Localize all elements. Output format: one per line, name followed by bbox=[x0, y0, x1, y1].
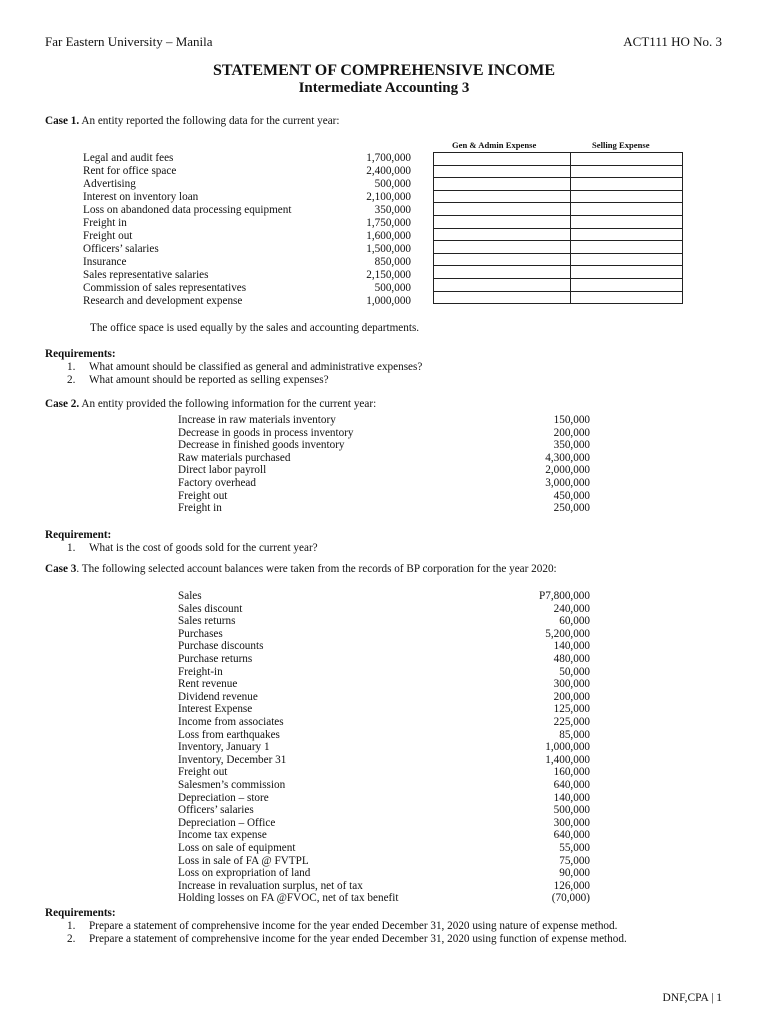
answer-grid-row bbox=[434, 253, 683, 266]
answer-grid-row bbox=[434, 266, 683, 279]
case2-item-amount: 250,000 bbox=[553, 502, 590, 515]
case3-item-amount: 160,000 bbox=[553, 766, 590, 779]
case3-item-label: Loss on sale of equipment bbox=[178, 842, 296, 854]
case1-item-row bbox=[83, 282, 411, 295]
header-course-code: ACT111 HO No. 3 bbox=[623, 34, 722, 49]
case3-intro bbox=[45, 563, 557, 576]
case3-item-label: Holding losses on FA @FVOC, net of tax benefit bbox=[178, 892, 399, 905]
case1-item-label: Freight in bbox=[83, 217, 127, 229]
case3-intro-text: . The following selected account balances were taken from the records of BP corporation for the year 2020: bbox=[76, 563, 557, 575]
case3-item-row bbox=[178, 691, 590, 704]
case2-item-row bbox=[178, 464, 590, 477]
case2-item-amount: 3,000,000 bbox=[545, 477, 590, 489]
case1-item-row bbox=[83, 204, 411, 217]
case1-item-label: Rent for office space bbox=[83, 165, 177, 177]
selling-answer-cell bbox=[571, 203, 683, 216]
gen-admin-answer-cell bbox=[434, 165, 571, 178]
case3-item-row bbox=[178, 892, 590, 905]
case3-item-row bbox=[178, 603, 590, 616]
case1-answer-grid bbox=[433, 152, 683, 304]
case3-requirement-number: 1. bbox=[67, 920, 76, 932]
answer-grid-row bbox=[434, 178, 683, 191]
case3-item-row bbox=[178, 855, 590, 868]
case3-item-label: Rent revenue bbox=[178, 678, 238, 691]
answer-grid-row bbox=[434, 228, 683, 241]
case3-item-amount: 1,400,000 bbox=[545, 753, 590, 766]
case3-item-row bbox=[178, 590, 590, 603]
answer-grid-row bbox=[434, 190, 683, 203]
gen-admin-answer-cell bbox=[434, 153, 571, 166]
case3-item-label: Officers’ salaries bbox=[178, 804, 254, 817]
case3-item-label: Loss on expropriation of land bbox=[178, 867, 311, 880]
case3-item-amount: 1,000,000 bbox=[545, 741, 590, 754]
case3-item-row bbox=[178, 792, 590, 805]
case3-item-label: Salesmen’s commission bbox=[178, 779, 286, 791]
case3-item-row bbox=[178, 678, 590, 691]
case3-item-amount: 90,000 bbox=[559, 867, 590, 880]
answer-grid-row bbox=[434, 291, 683, 304]
case1-item-amount: 500,000 bbox=[374, 178, 411, 190]
case3-item-amount: (70,000) bbox=[551, 892, 590, 905]
case2-requirements bbox=[67, 542, 318, 555]
case3-label: Case 3 bbox=[45, 563, 77, 575]
case2-item-row bbox=[178, 452, 590, 465]
case3-item-amount: 75,000 bbox=[559, 854, 590, 867]
case3-requirement-item bbox=[67, 933, 627, 946]
case1-requirement-item bbox=[67, 361, 422, 374]
gen-admin-answer-cell bbox=[434, 228, 571, 241]
case3-item-label: Freight out bbox=[178, 766, 228, 779]
case3-item-row bbox=[178, 666, 590, 679]
case1-item-label: Interest on inventory loan bbox=[83, 191, 199, 203]
case2-item-amount: 4,300,000 bbox=[545, 451, 590, 464]
case1-item-label: Legal and audit fees bbox=[83, 152, 174, 164]
case1-item-label: Commission of sales representatives bbox=[83, 282, 247, 294]
case1-item-amount: 2,150,000 bbox=[366, 269, 411, 281]
gen-admin-answer-cell bbox=[434, 266, 571, 279]
case1-item-amount: 1,700,000 bbox=[366, 152, 411, 164]
case1-item-amount: 350,000 bbox=[374, 204, 411, 216]
case3-item-label: Depreciation – Office bbox=[178, 816, 276, 829]
case2-item-amount: 350,000 bbox=[553, 439, 590, 452]
case1-item-amount: 2,100,000 bbox=[366, 191, 411, 203]
case3-item-amount: 240,000 bbox=[553, 602, 590, 615]
case3-item-row bbox=[178, 779, 590, 792]
case2-item-row bbox=[178, 490, 590, 503]
case3-item-label: Income tax expense bbox=[178, 829, 267, 842]
selling-answer-cell bbox=[571, 253, 683, 266]
case3-item-label: Loss in sale of FA @ FVTPL bbox=[178, 854, 309, 867]
case1-item-amount: 1,600,000 bbox=[366, 230, 411, 242]
case1-item-label: Freight out bbox=[83, 230, 133, 242]
case3-requirement-number: 2. bbox=[67, 932, 76, 945]
case1-item-row bbox=[83, 269, 411, 282]
case2-item-row bbox=[178, 477, 590, 490]
case3-item-label: Purchase returns bbox=[178, 653, 253, 665]
page-title: STATEMENT OF COMPREHENSIVE INCOME bbox=[212, 62, 556, 79]
case3-item-row bbox=[178, 729, 590, 742]
page-subtitle: Intermediate Accounting 3 bbox=[298, 80, 470, 96]
selling-answer-cell bbox=[571, 153, 683, 166]
case2-requirement-number: 1. bbox=[67, 542, 76, 554]
case2-item-label: Raw materials purchased bbox=[178, 451, 291, 464]
case2-intro bbox=[45, 398, 376, 411]
gen-admin-answer-cell bbox=[434, 278, 571, 291]
case1-item-amount: 500,000 bbox=[374, 282, 411, 294]
case3-item-row bbox=[178, 716, 590, 729]
selling-answer-cell bbox=[571, 215, 683, 228]
case2-item-amount: 2,000,000 bbox=[545, 464, 590, 477]
case3-item-amount: 200,000 bbox=[553, 690, 590, 703]
case3-item-amount: 126,000 bbox=[553, 879, 590, 892]
case1-intro-text: An entity reported the following data for the current year: bbox=[79, 115, 340, 127]
answer-grid-row bbox=[434, 241, 683, 254]
case1-item-label: Sales representative salaries bbox=[83, 269, 209, 281]
case1-requirement-text: What amount should be reported as selling expenses? bbox=[89, 373, 329, 386]
case3-requirement-text: Prepare a statement of comprehensive income for the year ended December 31, 2020 using function of expense method. bbox=[89, 932, 627, 945]
case3-item-amount: 300,000 bbox=[553, 678, 590, 691]
case1-item-amount: 850,000 bbox=[374, 256, 411, 268]
case1-item-label: Advertising bbox=[83, 178, 136, 190]
case3-item-label: Purchases bbox=[178, 627, 223, 640]
case2-item-label: Freight in bbox=[178, 502, 222, 515]
case1-requirements-heading: Requirements: bbox=[45, 348, 116, 360]
gen-admin-answer-cell bbox=[434, 241, 571, 254]
case3-item-amount: 140,000 bbox=[553, 791, 590, 804]
case3-item-amount: 55,000 bbox=[559, 842, 590, 854]
case2-label: Case 2. bbox=[45, 398, 80, 410]
case1-item-row bbox=[83, 295, 411, 308]
case3-item-row bbox=[178, 628, 590, 641]
case2-item-amount: 150,000 bbox=[553, 414, 590, 426]
case3-item-row bbox=[178, 817, 590, 830]
case2-requirement-heading: Requirement: bbox=[45, 529, 112, 541]
case1-note: The office space is used equally by the sales and accounting departments. bbox=[90, 322, 420, 334]
case1-requirement-text: What amount should be classified as general and administrative expenses? bbox=[89, 361, 423, 373]
case3-item-amount: 50,000 bbox=[559, 665, 590, 678]
column-header-selling: Selling Expense bbox=[592, 140, 650, 150]
case3-item-amount: 480,000 bbox=[553, 653, 590, 665]
column-header-gen-admin: Gen & Admin Expense bbox=[452, 140, 537, 150]
selling-answer-cell bbox=[571, 165, 683, 178]
case3-requirements-heading: Requirements: bbox=[45, 907, 116, 919]
case1-item-row bbox=[83, 178, 411, 191]
case1-requirement-number: 2. bbox=[67, 373, 76, 386]
selling-answer-cell bbox=[571, 266, 683, 279]
gen-admin-answer-cell bbox=[434, 291, 571, 304]
case1-item-row bbox=[83, 243, 411, 256]
case2-item-row bbox=[178, 414, 590, 427]
case3-item-label: Depreciation – store bbox=[178, 791, 269, 804]
case3-item-row bbox=[178, 615, 590, 628]
case3-item-row bbox=[178, 741, 590, 754]
gen-admin-answer-cell bbox=[434, 203, 571, 216]
case1-requirements bbox=[67, 361, 422, 386]
answer-grid-row bbox=[434, 153, 683, 166]
case1-item-label: Officers’ salaries bbox=[83, 243, 159, 255]
case3-item-row bbox=[178, 880, 590, 893]
case3-item-amount: 225,000 bbox=[553, 716, 590, 728]
case3-item-amount: 85,000 bbox=[559, 728, 590, 741]
case3-item-label: Purchase discounts bbox=[178, 640, 264, 653]
case3-requirement-text: Prepare a statement of comprehensive income for the year ended December 31, 2020 using nature of expense method. bbox=[89, 920, 618, 932]
selling-answer-cell bbox=[571, 291, 683, 304]
case1-item-amount: 1,000,000 bbox=[366, 295, 411, 307]
answer-grid-row bbox=[434, 278, 683, 291]
case3-item-label: Sales bbox=[178, 590, 202, 602]
case1-item-row bbox=[83, 217, 411, 230]
case2-item-amount: 200,000 bbox=[553, 426, 590, 439]
case2-item-label: Decrease in goods in process inventory bbox=[178, 426, 354, 439]
gen-admin-answer-cell bbox=[434, 253, 571, 266]
case2-item-label: Factory overhead bbox=[178, 477, 256, 489]
case3-requirement-item bbox=[67, 920, 627, 933]
case3-item-label: Sales discount bbox=[178, 602, 243, 615]
case3-item-row bbox=[178, 829, 590, 842]
case1-item-label: Loss on abandoned data processing equipment bbox=[83, 204, 292, 216]
case3-item-label: Inventory, December 31 bbox=[178, 753, 287, 766]
case1-intro bbox=[45, 115, 340, 128]
case2-item-row bbox=[178, 427, 590, 440]
gen-admin-answer-cell bbox=[434, 215, 571, 228]
case1-requirement-item bbox=[67, 374, 422, 387]
case1-item-row bbox=[83, 165, 411, 178]
case3-item-row bbox=[178, 766, 590, 779]
case1-requirement-number: 1. bbox=[67, 361, 76, 373]
header-institution: Far Eastern University – Manila bbox=[45, 34, 213, 49]
case3-item-amount: 640,000 bbox=[553, 829, 590, 842]
case3-item-row bbox=[178, 640, 590, 653]
selling-answer-cell bbox=[571, 228, 683, 241]
case3-item-row bbox=[178, 653, 590, 666]
case3-item-row bbox=[178, 867, 590, 880]
answer-grid-row bbox=[434, 215, 683, 228]
case2-intro-text: An entity provided the following information for the current year: bbox=[79, 398, 377, 410]
case3-requirements bbox=[67, 920, 627, 945]
case1-item-row bbox=[83, 230, 411, 243]
case3-item-amount: 5,200,000 bbox=[545, 627, 590, 640]
case3-item-label: Inventory, January 1 bbox=[178, 741, 270, 754]
case2-item-row bbox=[178, 502, 590, 515]
case1-item-row bbox=[83, 191, 411, 204]
case1-item-amount: 2,400,000 bbox=[366, 165, 411, 177]
case1-item-row bbox=[83, 256, 411, 269]
selling-answer-cell bbox=[571, 178, 683, 191]
case3-item-amount: 300,000 bbox=[553, 816, 590, 829]
case2-item-row bbox=[178, 439, 590, 452]
answer-grid-row bbox=[434, 203, 683, 216]
case1-item-label: Insurance bbox=[83, 256, 127, 268]
case3-item-label: Increase in revaluation surplus, net of tax bbox=[178, 879, 363, 892]
case3-item-label: Dividend revenue bbox=[178, 690, 258, 703]
case3-item-label: Income from associates bbox=[178, 716, 284, 728]
case1-item-amount: 1,500,000 bbox=[366, 243, 411, 255]
selling-answer-cell bbox=[571, 241, 683, 254]
case2-item-label: Increase in raw materials inventory bbox=[178, 414, 336, 426]
gen-admin-answer-cell bbox=[434, 190, 571, 203]
case1-label: Case 1. bbox=[45, 115, 80, 127]
case2-item-label: Direct labor payroll bbox=[178, 464, 267, 477]
case3-item-label: Sales returns bbox=[178, 615, 236, 628]
selling-answer-cell bbox=[571, 278, 683, 291]
case1-item-amount: 1,750,000 bbox=[366, 217, 411, 229]
case3-item-amount: 60,000 bbox=[559, 615, 590, 628]
case2-item-label: Freight out bbox=[178, 489, 228, 502]
case2-requirement-item bbox=[67, 542, 318, 555]
gen-admin-answer-cell bbox=[434, 178, 571, 191]
case3-item-amount: P7,800,000 bbox=[539, 590, 590, 602]
case3-item-row bbox=[178, 842, 590, 855]
case1-item-label: Research and development expense bbox=[83, 295, 243, 307]
case1-item-row bbox=[83, 152, 411, 165]
page-footer: DNF,CPA | 1 bbox=[662, 992, 722, 1004]
case3-item-label: Freight-in bbox=[178, 665, 223, 678]
case3-item-row bbox=[178, 754, 590, 767]
case3-item-amount: 140,000 bbox=[553, 640, 590, 653]
case3-item-row bbox=[178, 804, 590, 817]
case3-item-label: Loss from earthquakes bbox=[178, 728, 280, 741]
case3-item-amount: 125,000 bbox=[553, 703, 590, 716]
case3-item-label: Interest Expense bbox=[178, 703, 253, 716]
case2-item-label: Decrease in finished goods inventory bbox=[178, 439, 345, 452]
case3-item-amount: 500,000 bbox=[553, 804, 590, 817]
case3-item-amount: 640,000 bbox=[553, 779, 590, 791]
answer-grid-row bbox=[434, 165, 683, 178]
case3-item-row bbox=[178, 703, 590, 716]
case2-item-amount: 450,000 bbox=[553, 489, 590, 502]
case2-requirement-text: What is the cost of goods sold for the current year? bbox=[89, 542, 318, 554]
selling-answer-cell bbox=[571, 190, 683, 203]
